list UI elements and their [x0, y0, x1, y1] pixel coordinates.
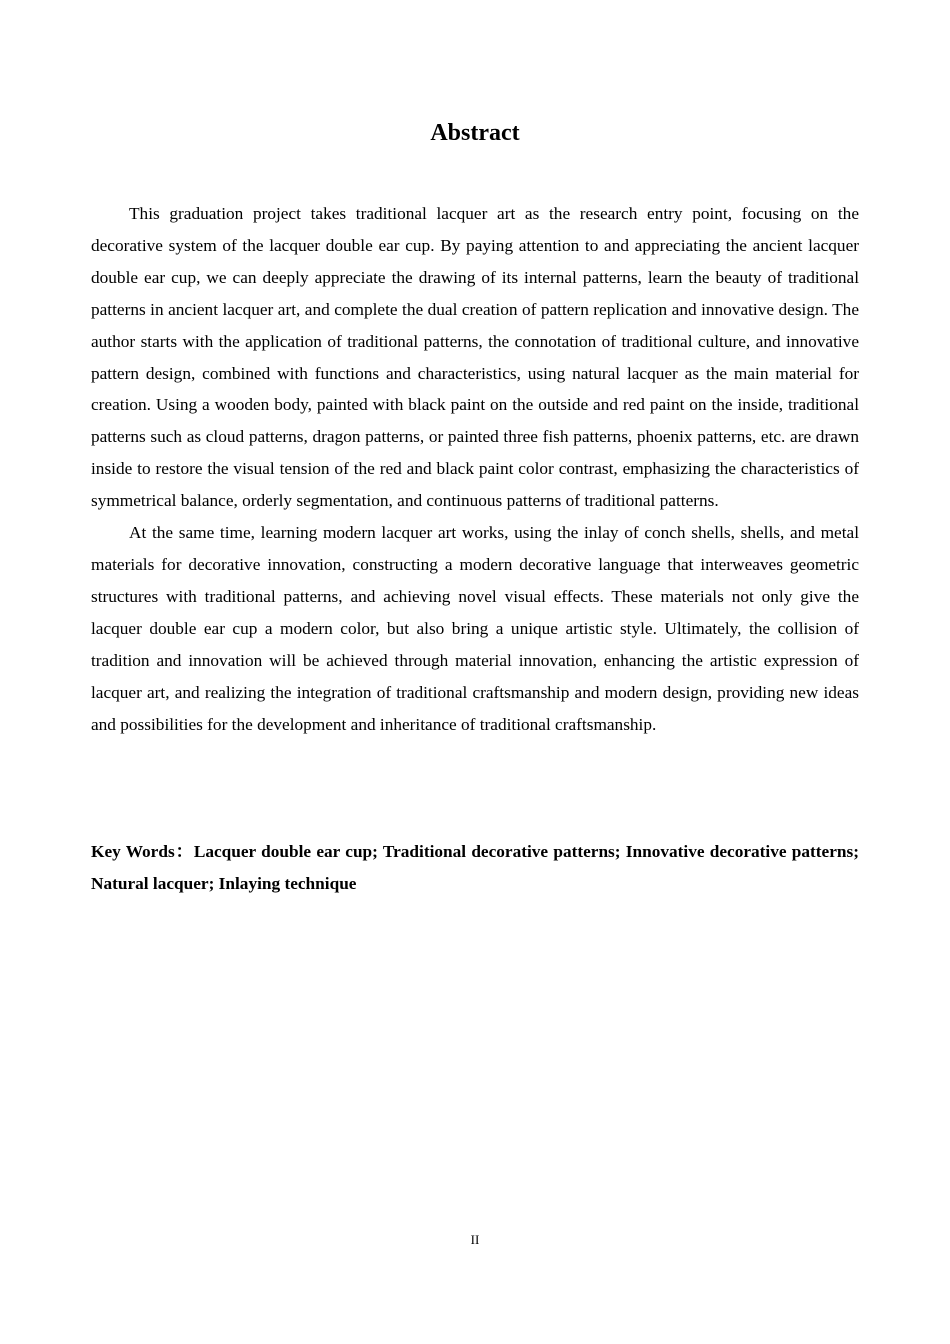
abstract-paragraph-1: This graduation project takes traditional lacquer art as the research entry point, focusing on the decorative system of the lacquer double ear cup. By paying attention to and appreciating the ancient lacquer double ear cup, we can deeply appreciate the drawing of its internal patterns, learn the beauty of traditional patterns in ancient lacquer art, and complete the dual creation of pattern replication and innovative design. The author starts with the application of traditional patterns, the connotation of traditional culture, and innovative pattern design, combined with functions and characteristics, using natural lacquer as the main material for creation. Using a wooden body, painted with black paint on the outside and red paint on the inside, traditional patterns such as cloud patterns, dragon patterns, or painted three fish patterns, phoenix patterns, etc. are drawn inside to restore the visual tension of the red and black paint color contrast, emphasizing the characteristics of symmetrical balance, orderly segmentation, and continuous patterns of traditional patterns.	[91, 204, 859, 511]
page-number: II	[470, 1232, 480, 1247]
keywords-line	[91, 836, 859, 900]
abstract-body	[91, 198, 859, 740]
keywords-text: Lacquer double ear cup; Traditional decorative patterns; Innovative decorative patterns; Natural lacquer; Inlaying technique	[91, 842, 859, 893]
page-title: Abstract	[430, 120, 520, 146]
keywords-label: Key Words：	[91, 842, 194, 861]
abstract-paragraph-2: At the same time, learning modern lacquer art works, using the inlay of conch shells, shells, and metal materials for decorative innovation, constructing a modern decorative language that interweaves geometric structures with traditional patterns, and achieving novel visual effects. These materials not only give the lacquer double ear cup a modern color, but also bring a unique artistic style. Ultimately, the collision of tradition and innovation will be achieved through material innovation, enhancing the artistic expression of lacquer art, and realizing the integration of traditional craftsmanship and modern design, providing new ideas and possibilities for the development and inheritance of traditional craftsmanship.	[91, 523, 859, 734]
